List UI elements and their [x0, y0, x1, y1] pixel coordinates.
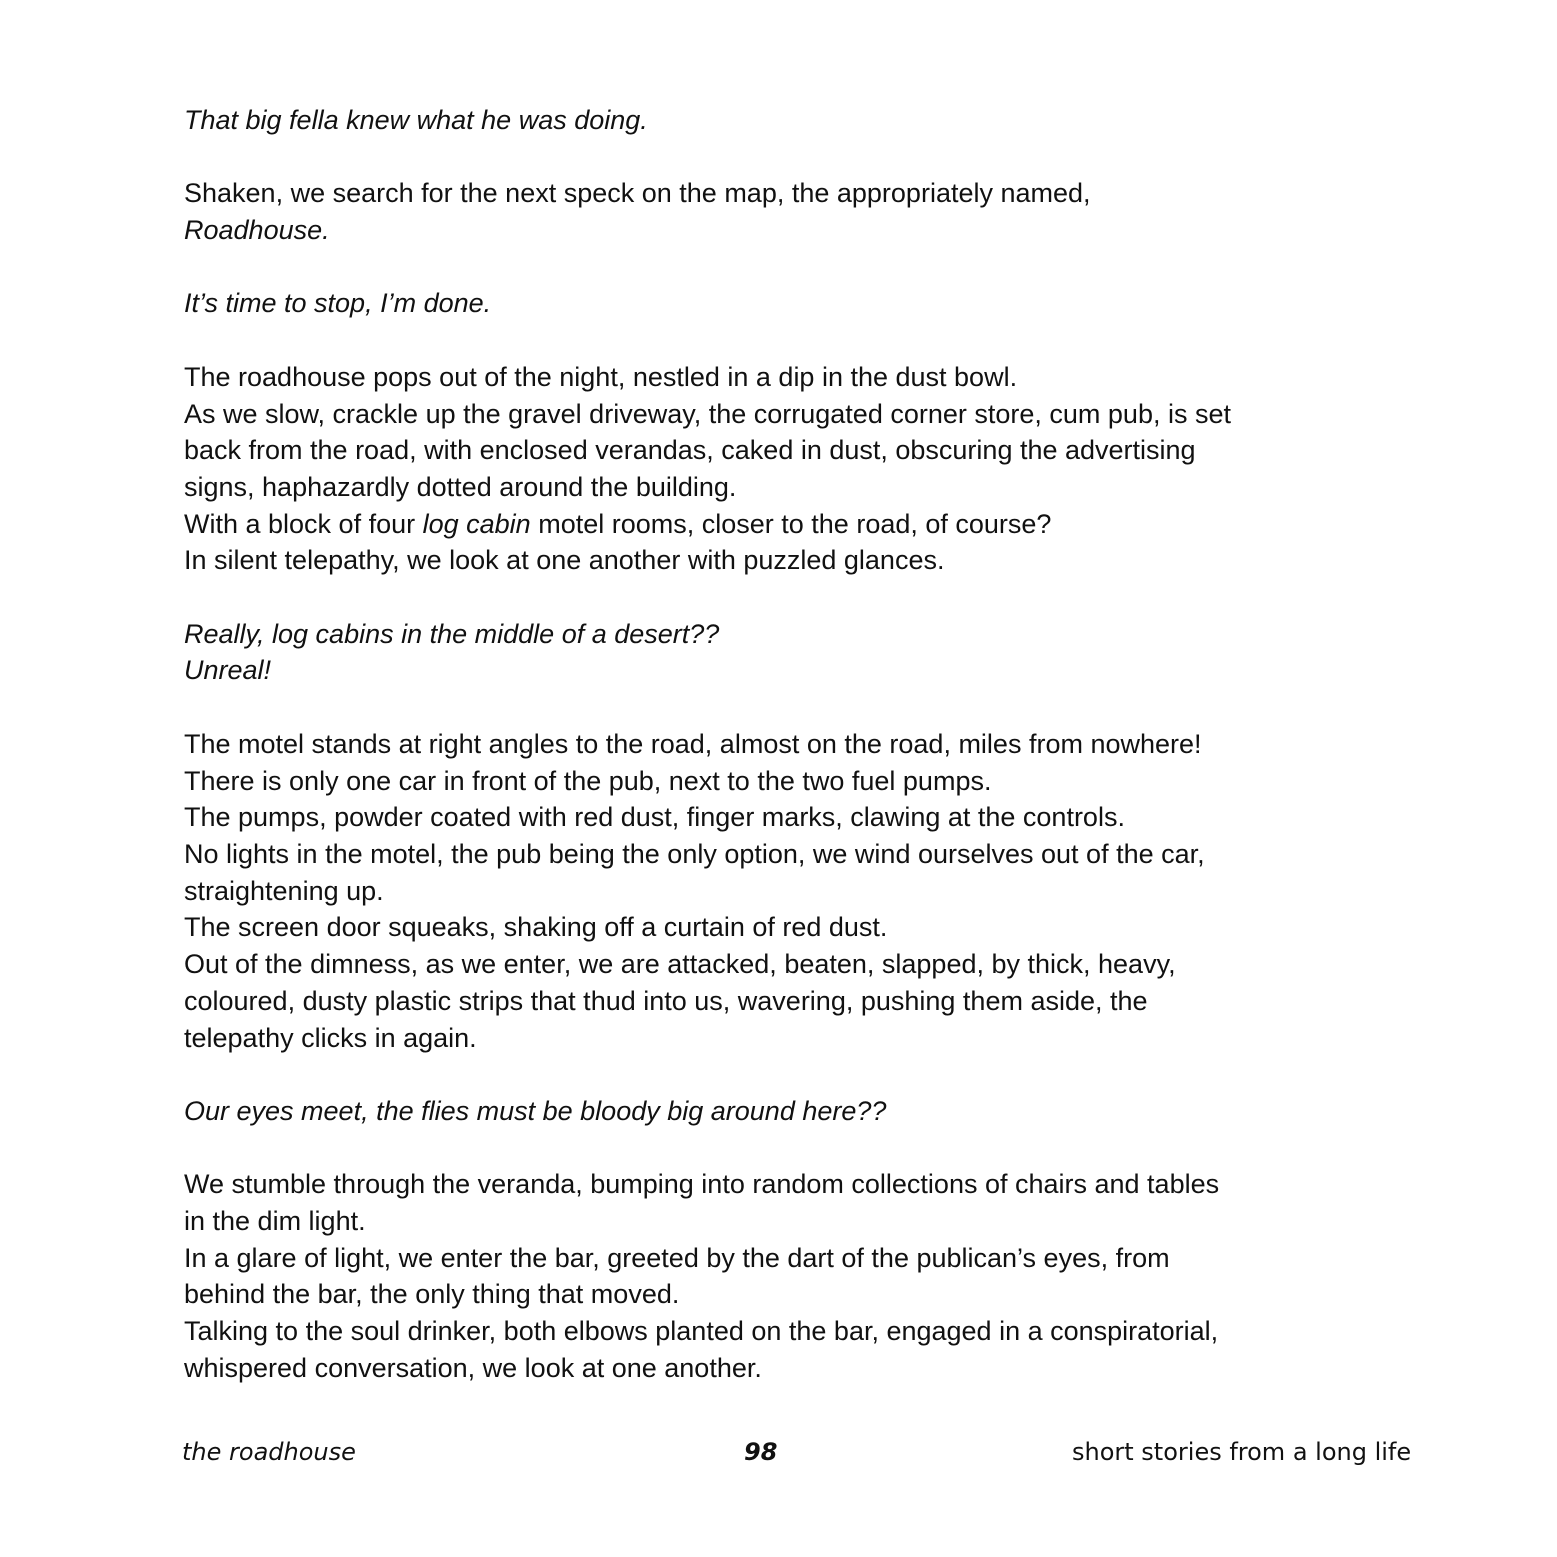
text-line: behind the bar, the only thing that moved.	[184, 1279, 680, 1310]
text-line: The motel stands at right angles to the road, almost on the road, miles from nowhere!	[184, 728, 1202, 759]
text-line: telepathy clicks in again.	[184, 1022, 477, 1053]
text-line: The screen door squeaks, shaking off a curtain of red dust.	[184, 912, 888, 943]
text-line: straightening up.	[184, 875, 384, 906]
paragraph-7	[184, 1093, 1404, 1130]
text-line: Our eyes meet, the flies must be bloody big around here??	[184, 1095, 887, 1126]
paragraph-1	[184, 102, 1404, 139]
text-line: in the dim light.	[184, 1205, 366, 1236]
text-line: Shaken, we search for the next speck on the map, the appropriately named,	[184, 178, 1091, 209]
text-line: Out of the dimness, as we enter, we are attacked, beaten, slapped, by thick, heavy,	[184, 949, 1176, 980]
text-line: There is only one car in front of the pub, next to the two fuel pumps.	[184, 765, 992, 796]
text-line: In a glare of light, we enter the bar, greeted by the dart of the publican’s eyes, from	[184, 1242, 1170, 1273]
text-segment: motel rooms, closer to the road, of course?	[530, 508, 1052, 539]
text-line: coloured, dusty plastic strips that thud into us, wavering, pushing them aside, the	[184, 985, 1148, 1016]
text-line: In silent telepathy, we look at one another with puzzled glances.	[184, 545, 945, 576]
paragraph-8	[184, 1166, 1404, 1386]
paragraph-2	[184, 175, 1404, 248]
paragraph-5	[184, 616, 1404, 689]
text-line: As we slow, crackle up the gravel driveway, the corrugated corner store, cum pub, is set	[184, 398, 1231, 429]
text-line: Unreal!	[184, 655, 272, 686]
page-body	[184, 102, 1404, 1423]
text-line: The roadhouse pops out of the night, nestled in a dip in the dust bowl.	[184, 361, 1018, 392]
text-line: It’s time to stop, I’m done.	[184, 288, 492, 319]
text-line: That big fella knew what he was doing.	[184, 105, 648, 135]
text-line: We stumble through the veranda, bumping into random collections of chairs and tables	[184, 1169, 1220, 1200]
text-line: Talking to the soul drinker, both elbows planted on the bar, engaged in a conspiratorial,	[184, 1316, 1219, 1347]
text-line	[184, 506, 1404, 543]
text-line: Really, log cabins in the middle of a desert??	[184, 618, 720, 649]
text-line: No lights in the motel, the pub being the only option, we wind ourselves out of the car,	[184, 838, 1205, 869]
footer-book-title: short stories from a long life	[1072, 1438, 1412, 1466]
paragraph-3	[184, 285, 1404, 322]
text-segment-italic: log cabin	[422, 508, 531, 539]
text-line: back from the road, with enclosed verandas, caked in dust, obscuring the advertising	[184, 435, 1196, 466]
paragraph-4	[184, 359, 1404, 579]
footer-chapter-title: the roadhouse	[182, 1438, 356, 1466]
text-line: The pumps, powder coated with red dust, finger marks, clawing at the controls.	[184, 802, 1125, 833]
text-line: Roadhouse.	[184, 215, 330, 246]
text-line: whispered conversation, we look at one another.	[184, 1352, 762, 1383]
footer-page-number: 98	[744, 1438, 778, 1466]
text-segment: With a block of four	[184, 508, 423, 539]
text-line: signs, haphazardly dotted around the building.	[184, 471, 737, 502]
paragraph-6	[184, 726, 1404, 1056]
